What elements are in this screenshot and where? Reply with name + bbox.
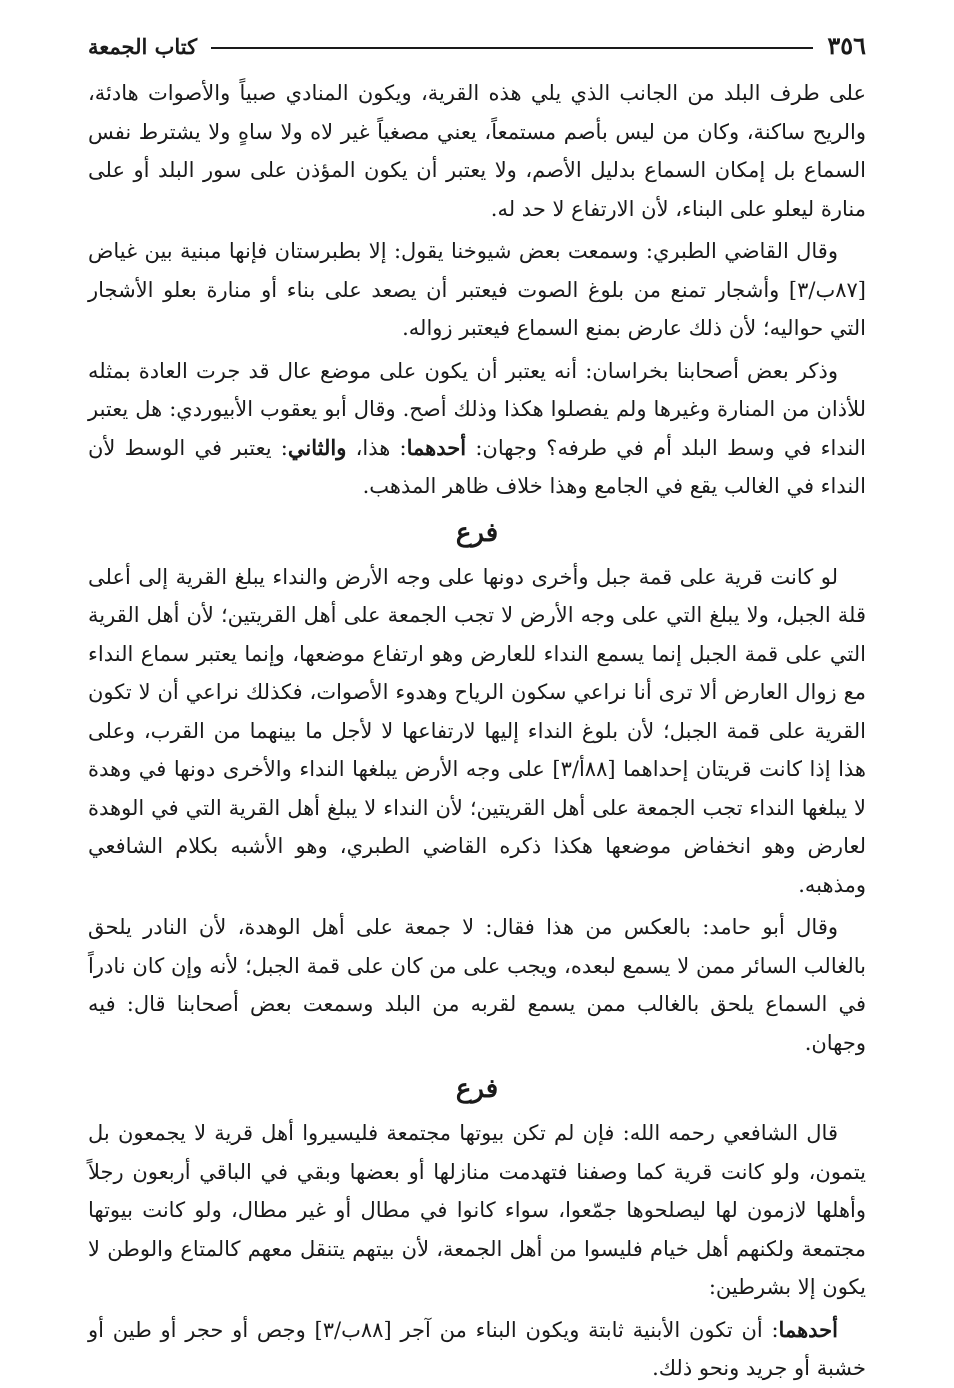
paragraph — [88, 558, 866, 905]
running-title: كتاب الجمعة — [88, 33, 198, 59]
manuscript-reference: [٨٨ب/٣] — [314, 1317, 392, 1342]
paragraph — [88, 1114, 866, 1307]
page-number: ٣٥٦ — [827, 31, 866, 60]
paragraph-text: قال الشافعي رحمه الله: فإن لم تكن بيوتها مجتمعة فليسيروا أهل قرية لا يجمعون بل يتمون، ولو كانت قرية كما وصفنا فتهدمت منازلها أو بعضها وبقي في الباقي أربعون رجلاً وأهلها لازمون لها ليصلحوها جمّعوا، سواء كانوا في مطال أو غير مطال، ولو كانت بيوتها مجتمعة ولكنهم أهل خيام فليسوا من أهل الجمعة، لأن بيتهم يتنقل معهم كالمتاع والوطن لا يكون إلا بشرطين: — [88, 1121, 866, 1299]
paragraph-text: وقال أبو حامد: بالعكس من هذا فقال: لا جمعة على أهل الوهدة، لأن النادر يلحق بالغالب السائر ممن لا يسمع لبعده، ويجب على من كان على قمة الجبل؛ لأنه وإن كان نادراً في السماع يلحق بالغالب ممن يسمع لقربه من البلد وسمعت بعض أصحابنا قال: فيه وجهان. — [88, 915, 866, 1055]
page-body — [88, 74, 866, 1388]
page-header — [88, 26, 866, 66]
bold-term: أحدهما — [406, 434, 467, 460]
paragraph-text: لو كانت قرية على قمة جبل وأخرى دونها على وجه الأرض والنداء يبلغ القرية إلى أعلى قلة الجبل، ولا يبلغ التي على وجه الأرض لا تجب الجمعة على أهل القريتين؛ لأن أهل القرية التي على قمة الجبل إنما يسمع النداء للعارض وهو ارتفاع موضعها، وإنما يعتبر سماع النداء مع زوال العارض ألا ترى أنا نراعي سكون الرياح وهدوء الأصوات، فكذلك نراعي أن لا تكون القرية على قمة الجبل؛ لأن بلوغ النداء إليها لارتفاعها لا لأجل ما بينهما من القرب، وعلى هذا إذا كانت قريتان إحداهما — [88, 564, 866, 781]
paragraph-text: على وجه الأرض يبلغها النداء والأخرى دونها في وهدة لا يبلغها النداء تجب الجمعة على أهل القريتين؛ لأن النداء لا يبلغ أهل القرية التي في الوهدة لعارض وهو انخفاض موضعها هكذا ذكره القاضي الطبري، وهو الأشبه بكلام الشافعي ومذهبه. — [88, 757, 866, 897]
paragraph-text: : يعتبر في الوسط لأن النداء في الغالب يقع في الجامع وهذا خلاف ظاهر المذهب. — [88, 435, 866, 498]
header-rule — [211, 47, 813, 49]
paragraph — [88, 1311, 866, 1388]
paragraph-text: وأشجار تمنع من بلوغ الصوت فيعتبر أن يصعد على بناء أو منارة بعلو الأشجار التي حواليه؛ لأن ذلك عارض بمنع السماع فيعتبر زواله. — [88, 277, 866, 340]
paragraph-text: وقال القاضي الطبري: وسمعت بعض شيوخنا يقول: إلا بطبرستان فإنها مبنية بين غياض — [88, 239, 838, 263]
paragraph-text: على طرف البلد من الجانب الذي يلي هذه القرية، ويكون المنادي صبياً والأصوات هادئة، والريح ساكنة، وكان من ليس بأصم مستمعاً، يعني مصغياً غير لاه ولا ساهٍ ولا يشترط نفس السماع بل إمكان السماع بدليل الأصم، ولا يعتبر أن يكون المؤذن على سور البلد أو على منارة ليعلو على البناء، لأن الارتفاع لا حد له. — [88, 81, 866, 221]
section-heading: فرع — [455, 1074, 499, 1104]
paragraph — [88, 74, 866, 228]
bold-term: أحدهما — [778, 1316, 838, 1342]
paragraph-text: وذكر بعض أصحابنا بخراسان: أنه يعتبر أن يكون على موضع عال قد جرت العادة بمثله للأذان من المنارة وغيرها ولم يفصلوا هكذا وذلك أصح. وقال أبو يعقوب الأبيوردي: هل يعتبر النداء في وسط البلد أم في طرفه؟ وجهان: — [88, 358, 866, 460]
paragraph-text: : هذا، — [346, 435, 407, 460]
paragraph-text: وجص أو حجر أو طين أو خشبة أو جريد ونحو ذلك. — [88, 1317, 866, 1380]
paragraph — [88, 352, 866, 506]
paragraph — [88, 232, 866, 348]
paragraph — [88, 908, 866, 1062]
manuscript-reference: [٨٧ب/٣] — [788, 277, 866, 302]
manuscript-reference: [٨٨أ/٣] — [552, 757, 616, 781]
section-heading: فرع — [455, 517, 499, 548]
paragraph-text: : أن تكون الأبنية ثابتة ويكون البناء من آجر — [391, 1317, 779, 1342]
bold-term: والثاني — [287, 434, 347, 460]
